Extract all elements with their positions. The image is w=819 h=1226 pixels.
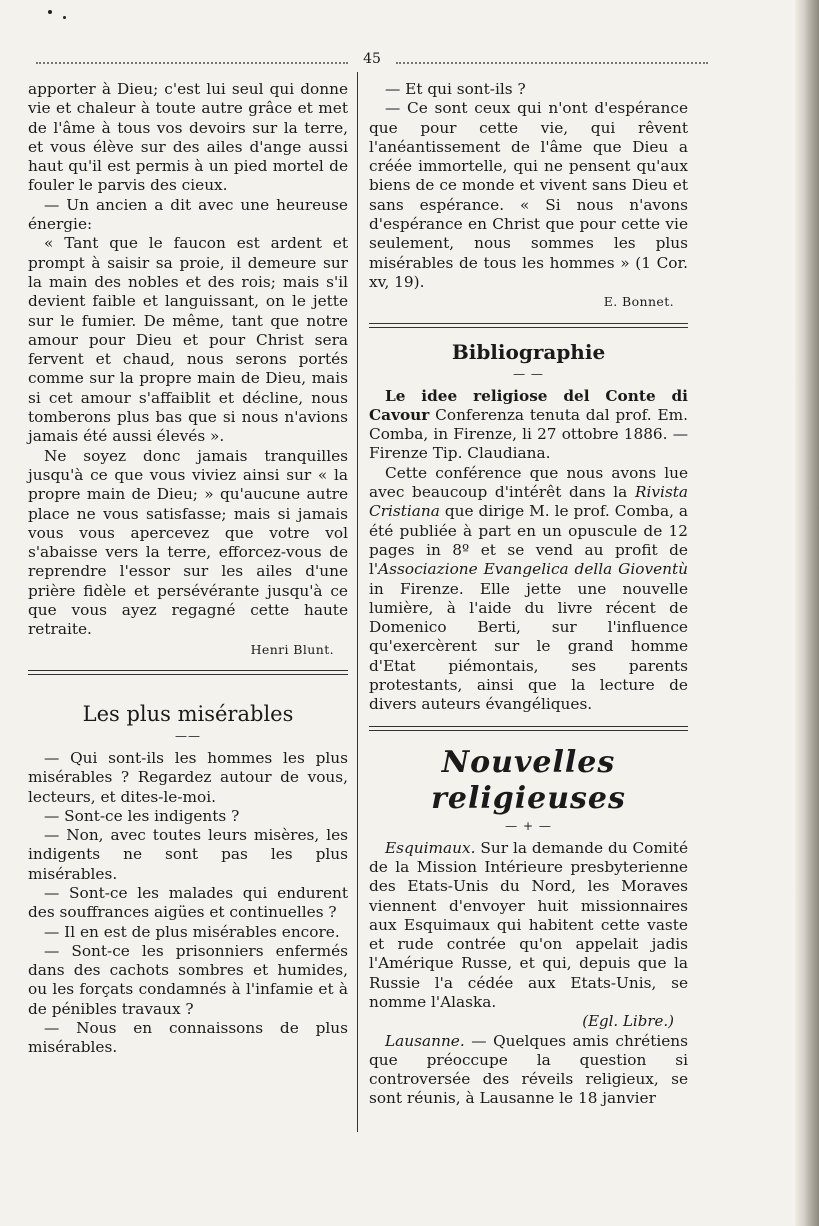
- page-number: 45: [363, 51, 381, 67]
- ink-speck: [63, 16, 66, 19]
- dialogue-line: — Et qui sont-ils ?: [385, 80, 526, 98]
- dialogue-line: — Non, avec toutes leurs misères, les indigents ne sont pas les plus misérables.: [28, 826, 348, 883]
- dialogue-line: — Ce sont ceux qui n'ont d'espérance que pour cette vie, qui rêvent l'anéantissement de l'âme que Dieu a créée immortelle, qui ne pensent qu'aux biens de ce monde et vivent sans Dieu et sans espérance. « Si nous n'avons d'espérance en Christ que pour cette vie seulement, nous sommes les plus misérables de tous les hommes » (1 Cor. xv, 19).: [369, 99, 688, 291]
- signature: E. Bonnet.: [603, 294, 674, 310]
- header-rule-left: [36, 62, 348, 64]
- dialogue-line: — Nous en connaissons de plus misérables.: [28, 1019, 348, 1057]
- news-item: [369, 1032, 688, 1109]
- running-header: [36, 53, 708, 71]
- ornament: ——: [175, 728, 201, 743]
- quotation: « Tant que le faucon est ardent et prompt à saisir sa proie, il demeure sur la main des nobles et des rois; mais s'il devient faible et languissant, on le jette sur le fumier. De même, tant que notre amour pour Dieu et pour Christ sera fervent et chaud, nous serons portés comme sur la propre main de Dieu, mais si cet amour s'affaiblit et décline, nous tomberons plus bas que si nous n'avions jamais été aussi élevés ».: [28, 234, 348, 446]
- ornament: — —: [513, 366, 544, 381]
- paragraph: apporter à Dieu; c'est lui seul qui donne vie et chaleur à toute autre grâce et met de l'âme à tous vos devoirs sur la terre, et vous élève sur des ailes d'ange aussi haut qu'il est permis à un pied mortel de fouler le parvis des cieux.: [28, 80, 348, 195]
- ornament: — + —: [505, 818, 552, 833]
- section-rule: [28, 670, 348, 675]
- book-title: Le idee religiose del Conte di Cavour: [369, 386, 688, 424]
- section-rule: [369, 323, 688, 328]
- section-heading: Les plus misérables: [82, 701, 294, 726]
- page-edge-shadow: [795, 0, 819, 1226]
- left-column: [28, 80, 348, 1058]
- journal-title: Rivista Cristiana: [369, 483, 688, 521]
- paragraph: Ne soyez donc jamais tranquilles jusqu'à ce que vous viviez ainsi sur « la propre main de Dieu; » qu'aucune autre place ne vous satisfasse; mais si jamais vous vous apercevez que votre vol s'abaisse vers la terre, efforcez-vous de reprendre l'essor sur les ailes d'une prière fidèle et persévérante jusqu'à ce que vous ayez regagné cette haute retraite.: [28, 446, 348, 639]
- paragraph: [369, 464, 688, 715]
- section-heading: Nouvelles religieuses: [431, 744, 626, 816]
- header-rule-right: [396, 62, 708, 64]
- section-heading: Bibliographie: [451, 339, 606, 364]
- text-run: — Quelques amis chrétiens que préoccupe la question si controversée des réveils religieux, se sont réunis, à Lausanne le 18 janvier: [369, 1031, 688, 1108]
- right-column: [369, 80, 688, 1109]
- column-divider: [357, 72, 358, 1132]
- text-run: in Firenze. Elle jette une nouvelle lumière, à l'aide du livre récent de Domenico Berti, sur l'influence qu'exercèrent sur le grand homme d'Etat piémontais, ses parents protestants, ainsi que la lecture de divers auteurs évangéliques.: [369, 579, 688, 714]
- book-reference: Conferenza tenuta dal prof. Em. Comba, in Firenze, li 27 ottobre 1886. — Firenze Tip. Claudiana.: [369, 405, 688, 463]
- signature: Henri Blunt.: [250, 641, 334, 657]
- dialogue-line: — Sont-ce les malades qui endurent des souffrances aigües et continuelles ?: [28, 883, 348, 922]
- organization-name: Associazione Evangelica della Gioventù: [378, 560, 688, 579]
- news-place: Lausanne.: [385, 1031, 465, 1050]
- text-run: Cette conférence que nous avons lue avec beaucoup d'intérêt dans la: [369, 463, 688, 502]
- text-run: que dirige M. le prof. Comba, a été publiée à part en un opuscule de 12 pages in 8º et se vend au profit de l': [369, 502, 688, 579]
- dialogue-line: — Sont-ce les prisonniers enfermés dans des cachots sombres et humides, ou les forçats condamnés à l'infamie et à de pénibles travaux ?: [28, 941, 348, 1018]
- news-item: [369, 839, 688, 1013]
- dialogue-line: — Sont-ce les indigents ?: [44, 806, 240, 825]
- bibliography-entry: [369, 387, 688, 464]
- ink-speck: [48, 10, 52, 14]
- section-rule: [369, 726, 688, 731]
- dialogue-line: — Qui sont-ils les hommes les plus misérables ? Regardez autour de vous, lecteurs, et dites-le-moi.: [28, 748, 348, 806]
- source-citation: (Egl. Libre.): [582, 1012, 674, 1031]
- paragraph: — Un ancien a dit avec une heureuse énergie:: [28, 195, 348, 234]
- text-run: Sur la demande du Comité de la Mission Intérieure presbyterienne des Etats-Unis du Nord, les Moraves viennent d'envoyer huit missionnaires aux Esquimaux qui habitent cette vaste et rude contrée qu'on appelait jadis l'Amérique Russe, et qui, depuis que la Russie l'a cédée aux Etats-Unis, se nomme l'Alaska.: [369, 838, 688, 1011]
- dialogue-line: — Il en est de plus misérables encore.: [44, 922, 340, 941]
- news-place: Esquimaux.: [385, 838, 476, 857]
